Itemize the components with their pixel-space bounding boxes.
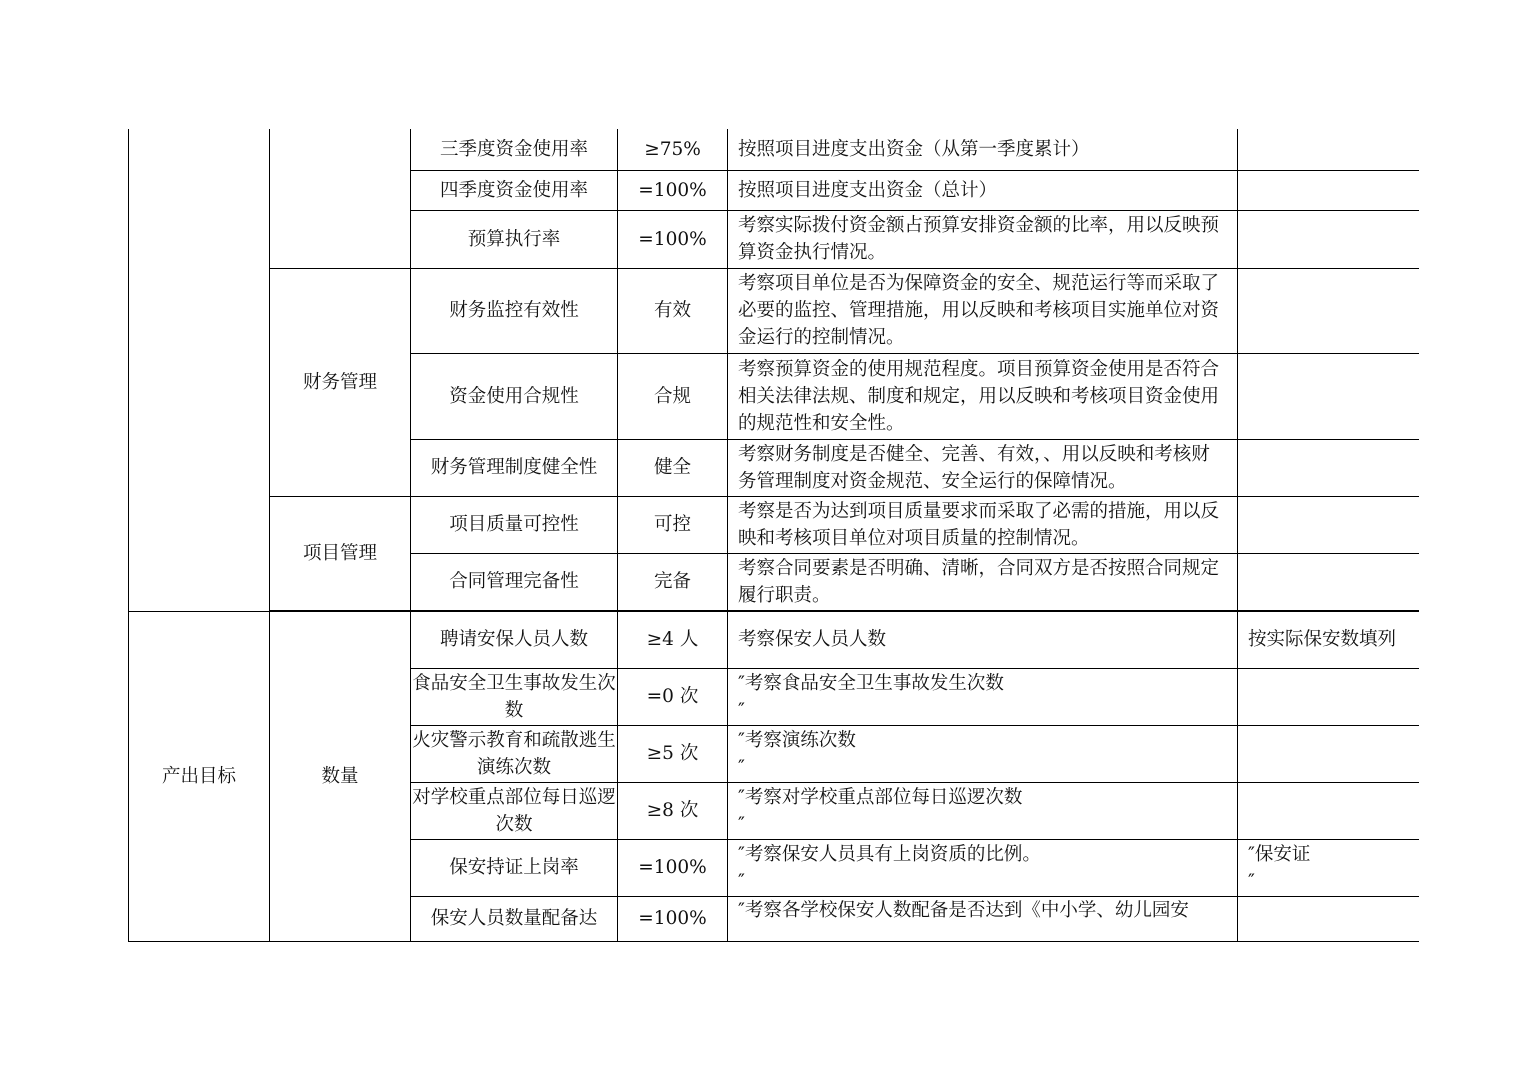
description-cell: 考察实际拨付资金额占预算安排资金额的比率，用以反映预算资金执行情况。	[728, 210, 1238, 268]
value-cell: =100%	[618, 210, 728, 268]
value-cell: ≥5 次	[618, 725, 728, 782]
value-cell: 健全	[618, 439, 728, 496]
note-cell: 按实际保安数填列	[1238, 611, 1419, 668]
indicator-cell: 聘请安保人员人数	[411, 611, 618, 668]
value-cell: ≥75%	[618, 129, 728, 170]
level1-cell-continued	[129, 129, 270, 611]
description-cell: 按照项目进度支出资金（总计）	[728, 170, 1238, 210]
note-cell	[1238, 439, 1419, 496]
performance-indicator-table	[128, 129, 1419, 942]
level2-cell-project: 项目管理	[270, 496, 411, 610]
description-cell: 考察预算资金的使用规范程度。项目预算资金使用是否符合相关法律法规、制度和规定，用以反映和考核项目资金使用的规范性和安全性。	[728, 353, 1238, 439]
level2-cell-finance: 财务管理	[270, 268, 411, 496]
description-cell: ″考察食品安全卫生事故发生次数 ″	[728, 668, 1238, 725]
level2-cell-quantity: 数量	[270, 611, 411, 941]
note-cell	[1238, 210, 1419, 268]
indicator-cell: 保安持证上岗率	[411, 839, 618, 896]
description-cell: 考察项目单位是否为保障资金的安全、规范运行等而采取了必要的监控、管理措施，用以反映和考核项目实施单位对资金运行的控制情况。	[728, 268, 1238, 353]
value-cell: ≥4 人	[618, 611, 728, 668]
description-cell: 考察财务制度是否健全、完善、有效，、用以反映和考核财务管理制度对资金规范、安全运行的保障情况。	[728, 439, 1238, 496]
indicator-cell: 预算执行率	[411, 210, 618, 268]
level1-cell-output: 产出目标	[129, 611, 270, 941]
level2-cell-continued	[270, 129, 411, 268]
description-cell: 考察保安人员人数	[728, 611, 1238, 668]
note-cell	[1238, 268, 1419, 353]
note-cell	[1238, 129, 1419, 170]
value-cell: =100%	[618, 896, 728, 941]
indicator-cell: 项目质量可控性	[411, 496, 618, 553]
indicator-cell: 对学校重点部位每日巡逻次数	[411, 782, 618, 839]
description-cell: ″考察演练次数 ″	[728, 725, 1238, 782]
value-cell: 合规	[618, 353, 728, 439]
indicator-cell: 财务监控有效性	[411, 268, 618, 353]
note-cell	[1238, 353, 1419, 439]
table-row	[129, 129, 1419, 170]
description-cell: ″考察保安人员具有上岗资质的比例。 ″	[728, 839, 1238, 896]
indicator-cell: 食品安全卫生事故发生次数	[411, 668, 618, 725]
table-row	[129, 268, 1419, 353]
description-cell: 考察是否为达到项目质量要求而采取了必需的措施，用以反映和考核项目单位对项目质量的控制情况。	[728, 496, 1238, 553]
value-cell: =100%	[618, 170, 728, 210]
value-cell: 可控	[618, 496, 728, 553]
description-cell: 考察合同要素是否明确、清晰，合同双方是否按照合同规定履行职责。	[728, 553, 1238, 610]
note-cell	[1238, 553, 1419, 610]
note-cell	[1238, 782, 1419, 839]
indicator-cell: 四季度资金使用率	[411, 170, 618, 210]
note-cell	[1238, 496, 1419, 553]
indicator-cell: 财务管理制度健全性	[411, 439, 618, 496]
indicator-cell: 资金使用合规性	[411, 353, 618, 439]
description-cell: ″考察各学校保安人数配备是否达到《中小学、幼儿园安	[728, 896, 1238, 941]
note-cell	[1238, 170, 1419, 210]
value-cell: =0 次	[618, 668, 728, 725]
indicator-cell: 三季度资金使用率	[411, 129, 618, 170]
indicator-cell: 保安人员数量配备达	[411, 896, 618, 941]
value-cell: ≥8 次	[618, 782, 728, 839]
indicator-cell: 火灾警示教育和疏散逃生演练次数	[411, 725, 618, 782]
description-cell: ″考察对学校重点部位每日巡逻次数 ″	[728, 782, 1238, 839]
note-cell	[1238, 896, 1419, 941]
indicator-cell: 合同管理完备性	[411, 553, 618, 610]
description-cell: 按照项目进度支出资金（从第一季度累计）	[728, 129, 1238, 170]
table-row	[129, 496, 1419, 553]
value-cell: =100%	[618, 839, 728, 896]
note-cell: ″保安证 ″	[1238, 839, 1419, 896]
table-row	[129, 611, 1419, 668]
note-cell	[1238, 725, 1419, 782]
value-cell: 有效	[618, 268, 728, 353]
value-cell: 完备	[618, 553, 728, 610]
note-cell	[1238, 668, 1419, 725]
